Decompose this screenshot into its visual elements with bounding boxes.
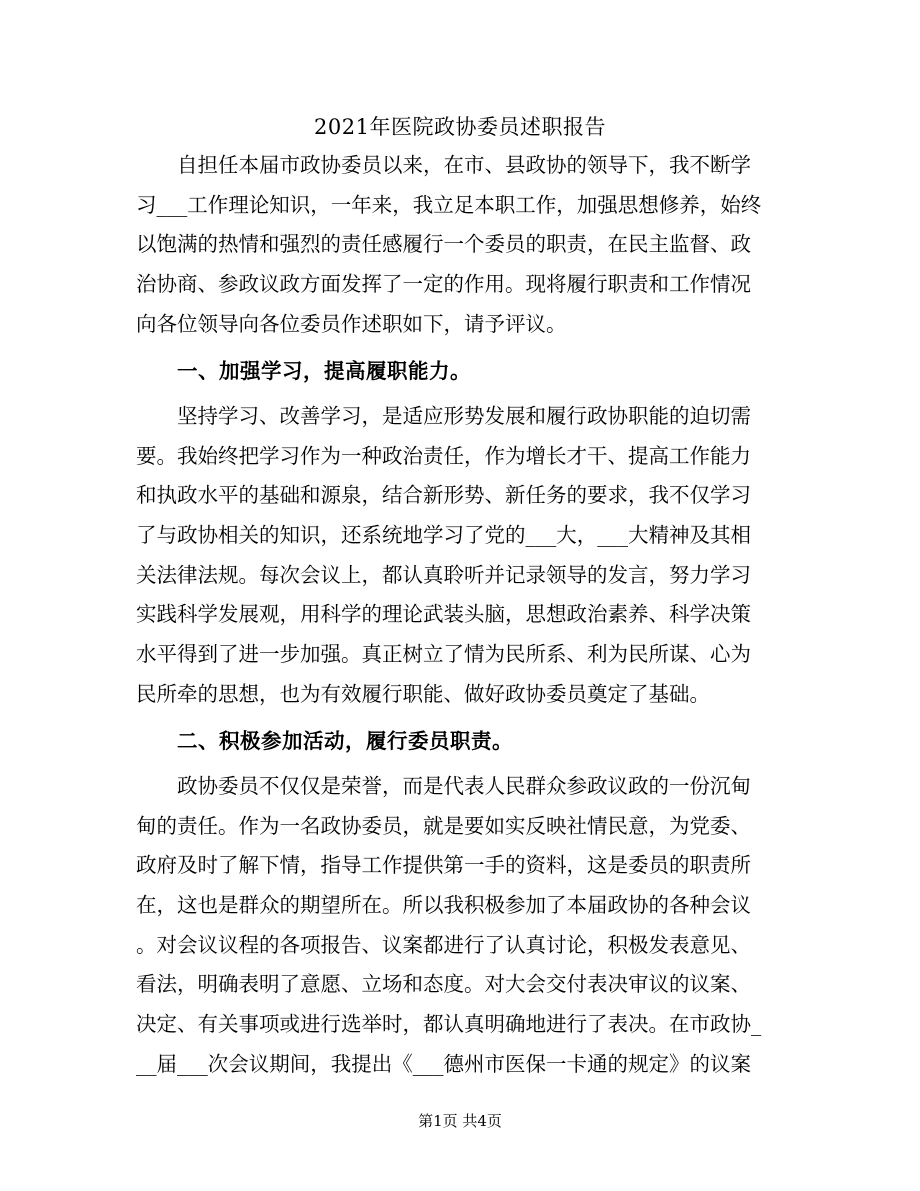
paragraph-line: 决定、有关事项或进行选举时，都认真明确地进行了表决。在市政协_ — [136, 1012, 762, 1036]
paragraph-line: __届___次会议期间，我提出《___德州市医保一卡通的规定》的议案 — [136, 1052, 751, 1076]
paragraph-line: 以饱满的热情和强烈的责任感履行一个委员的职责，在民主监督、政 — [136, 232, 751, 256]
paragraph-line: 向各位领导向各位委员作述职如下，请予评议。 — [136, 312, 567, 336]
paragraph-line: 治协商、参政议政方面发挥了一定的作用。现将履行职责和工作情况 — [136, 272, 751, 296]
paragraph-line: 在，这也是群众的期望所在。所以我积极参加了本届政协的各种会议 — [136, 893, 751, 917]
paragraph-line: 看法，明确表明了意愿、立场和态度。对大会交付表决审议的议案、 — [136, 972, 751, 996]
paragraph-line: 政府及时了解下情，指导工作提供第一手的资料，这是委员的职责所 — [136, 853, 751, 877]
paragraph-line: 。对会议议程的各项报告、议案都进行了认真讨论，积极发表意见、 — [136, 933, 751, 957]
paragraph-line: 习___工作理论知识，一年来，我立足本职工作，加强思想修养，始终 — [136, 193, 762, 217]
paragraph-line: 和执政水平的基础和源泉，结合新形势、新任务的要求，我不仅学习 — [136, 483, 751, 507]
paragraph-line: 自担任本届市政协委员以来，在市、县政协的领导下，我不断学 — [177, 153, 751, 177]
paragraph-line: 要。我始终把学习作为一种政治责任，作为增长才干、提高工作能力 — [136, 444, 751, 468]
paragraph-line: 实践科学发展观，用科学的理论武装头脑，思想政治素养、科学决策 — [136, 602, 751, 626]
document-title: 2021年医院政协委员述职报告 — [314, 115, 606, 139]
page-number-footer: 第1页 共4页 — [418, 1112, 502, 1130]
paragraph-line: 水平得到了进一步加强。真正树立了情为民所系、利为民所谋、心为 — [136, 642, 751, 666]
paragraph-line: 坚持学习、改善学习，是适应形势发展和履行政协职能的迫切需 — [177, 404, 751, 428]
paragraph-line: 了与政协相关的知识，还系统地学习了党的___大，___大精神及其相 — [136, 523, 751, 547]
section-heading-1: 一、加强学习，提高履职能力。 — [177, 359, 471, 383]
paragraph-line: 民所牵的思想，也为有效履行职能、做好政协委员奠定了基础。 — [136, 682, 710, 706]
paragraph-line: 甸的责任。作为一名政协委员，就是要如实反映社情民意，为党委、 — [136, 814, 751, 838]
paragraph-line: 政协委员不仅仅是荣誉，而是代表人民群众参政议政的一份沉甸 — [177, 774, 751, 798]
paragraph-line: 关法律法规。每次会议上，都认真聆听并记录领导的发言，努力学习 — [136, 563, 751, 587]
section-heading-2: 二、积极参加活动，履行委员职责。 — [177, 729, 513, 753]
